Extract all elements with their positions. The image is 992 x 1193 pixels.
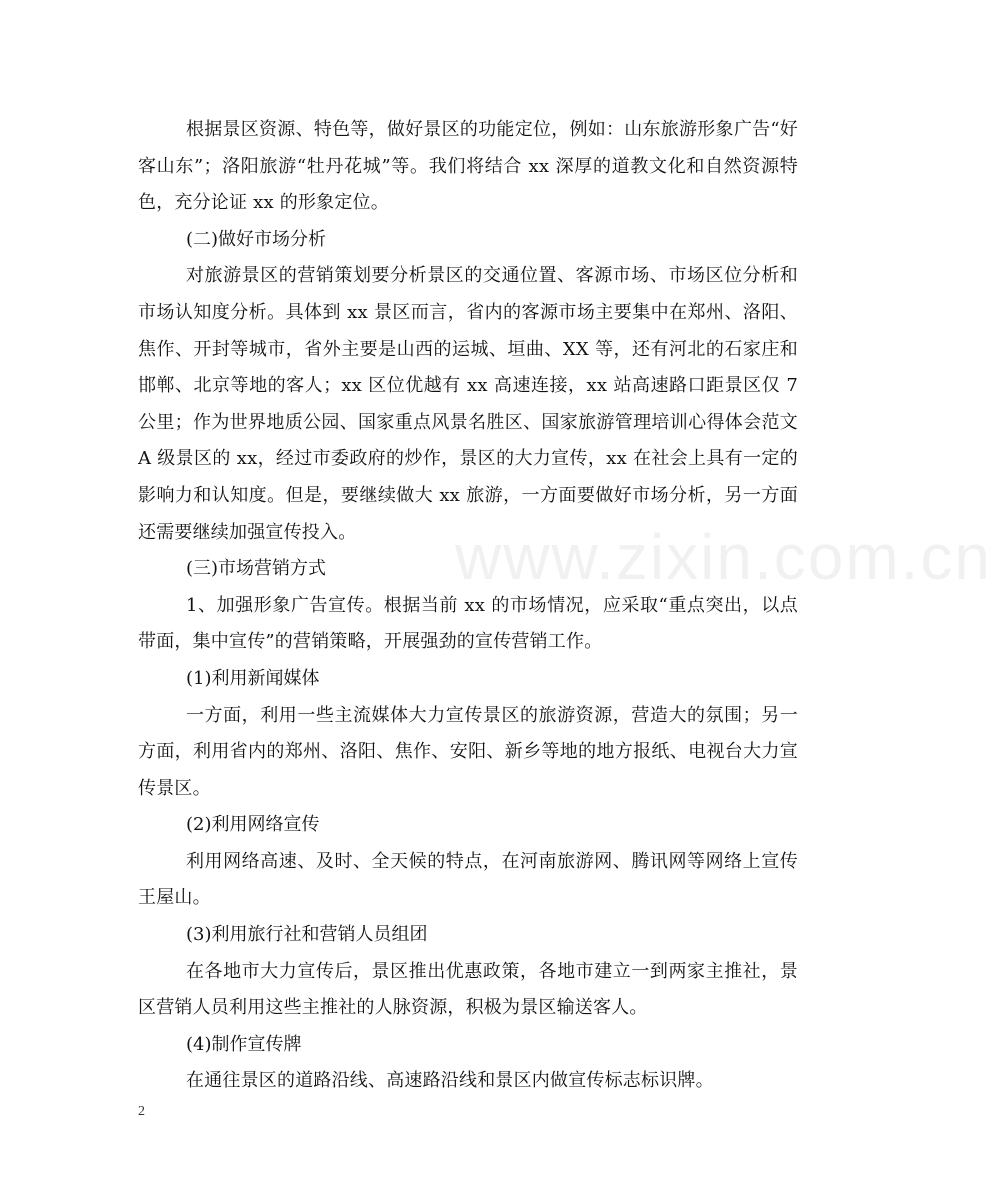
paragraph-image-advertising: 1、加强形象广告宣传。根据当前 xx 的市场情况，应采取“重点突出，以点带面，集中宣传”的营销策略，开展强劲的宣传营销工作。 bbox=[138, 594, 798, 653]
heading-news-media: (1)利用新闻媒体 bbox=[186, 667, 320, 689]
document-body bbox=[138, 112, 798, 1100]
heading-signboards: (4)制作宣传牌 bbox=[186, 1033, 302, 1055]
heading-market-analysis: (二)做好市场分析 bbox=[186, 228, 327, 250]
paragraph-travel-agencies: 在各地市大力宣传后，景区推出优惠政策，各地市建立一到两家主推社，景区营销人员利用这些主推社的人脉资源，积极为景区输送客人。 bbox=[138, 960, 798, 1019]
watermark: www.zixin.com.cn bbox=[455, 521, 992, 593]
paragraph-market-analysis: 对旅游景区的营销策划要分析景区的交通位置、客源市场、市场区位分析和市场认知度分析。具体到 xx 景区而言，省内的客源市场主要集中在郑州、洛阳、焦作、开封等城市，省外主要是山西的运城、垣曲、XX 等，还有河北的石家庄和邯郸、北京等地的客人；xx 区位优越有 xx 高速连接，xx 站高速路口距景区仅 7 公里；作为世界地质公园、国家重点风景名胜区、国家旅游管理培训心得体会范文 A 级景区的 xx，经过市委政府的炒作，景区的大力宣传，xx 在社会上具有一定的影响力和认知度。但是，要继续做大 xx 旅游，一方面要做好市场分析，另一方面还需要继续加强宣传投入。 bbox=[138, 265, 798, 543]
paragraph-news-media: 一方面，利用一些主流媒体大力宣传景区的旅游资源，营造大的氛围；另一方面，利用省内的郑州、洛阳、焦作、安阳、新乡等地的地方报纸、电视台大力宣传景区。 bbox=[138, 704, 798, 799]
heading-travel-agencies: (3)利用旅行社和营销人员组团 bbox=[186, 924, 428, 946]
paragraph-signboards: 在通往景区的道路沿线、高速路沿线和景区内做宣传标志标识牌。 bbox=[186, 1070, 714, 1092]
heading-online-promotion: (2)利用网络宣传 bbox=[186, 814, 320, 836]
heading-marketing-methods: (三)市场营销方式 bbox=[186, 558, 327, 580]
page-number: 2 bbox=[138, 1104, 145, 1119]
paragraph-online-promotion: 利用网络高速、及时、全天候的特点，在河南旅游网、腾讯网等网络上宣传王屋山。 bbox=[138, 850, 798, 909]
paragraph-positioning: 根据景区资源、特色等，做好景区的功能定位，例如：山东旅游形象广告“好客山东”；洛阳旅游“牡丹花城”等。我们将结合 xx 深厚的道教文化和自然资源特色，充分论证 xx 的形象定位。 bbox=[138, 119, 798, 214]
